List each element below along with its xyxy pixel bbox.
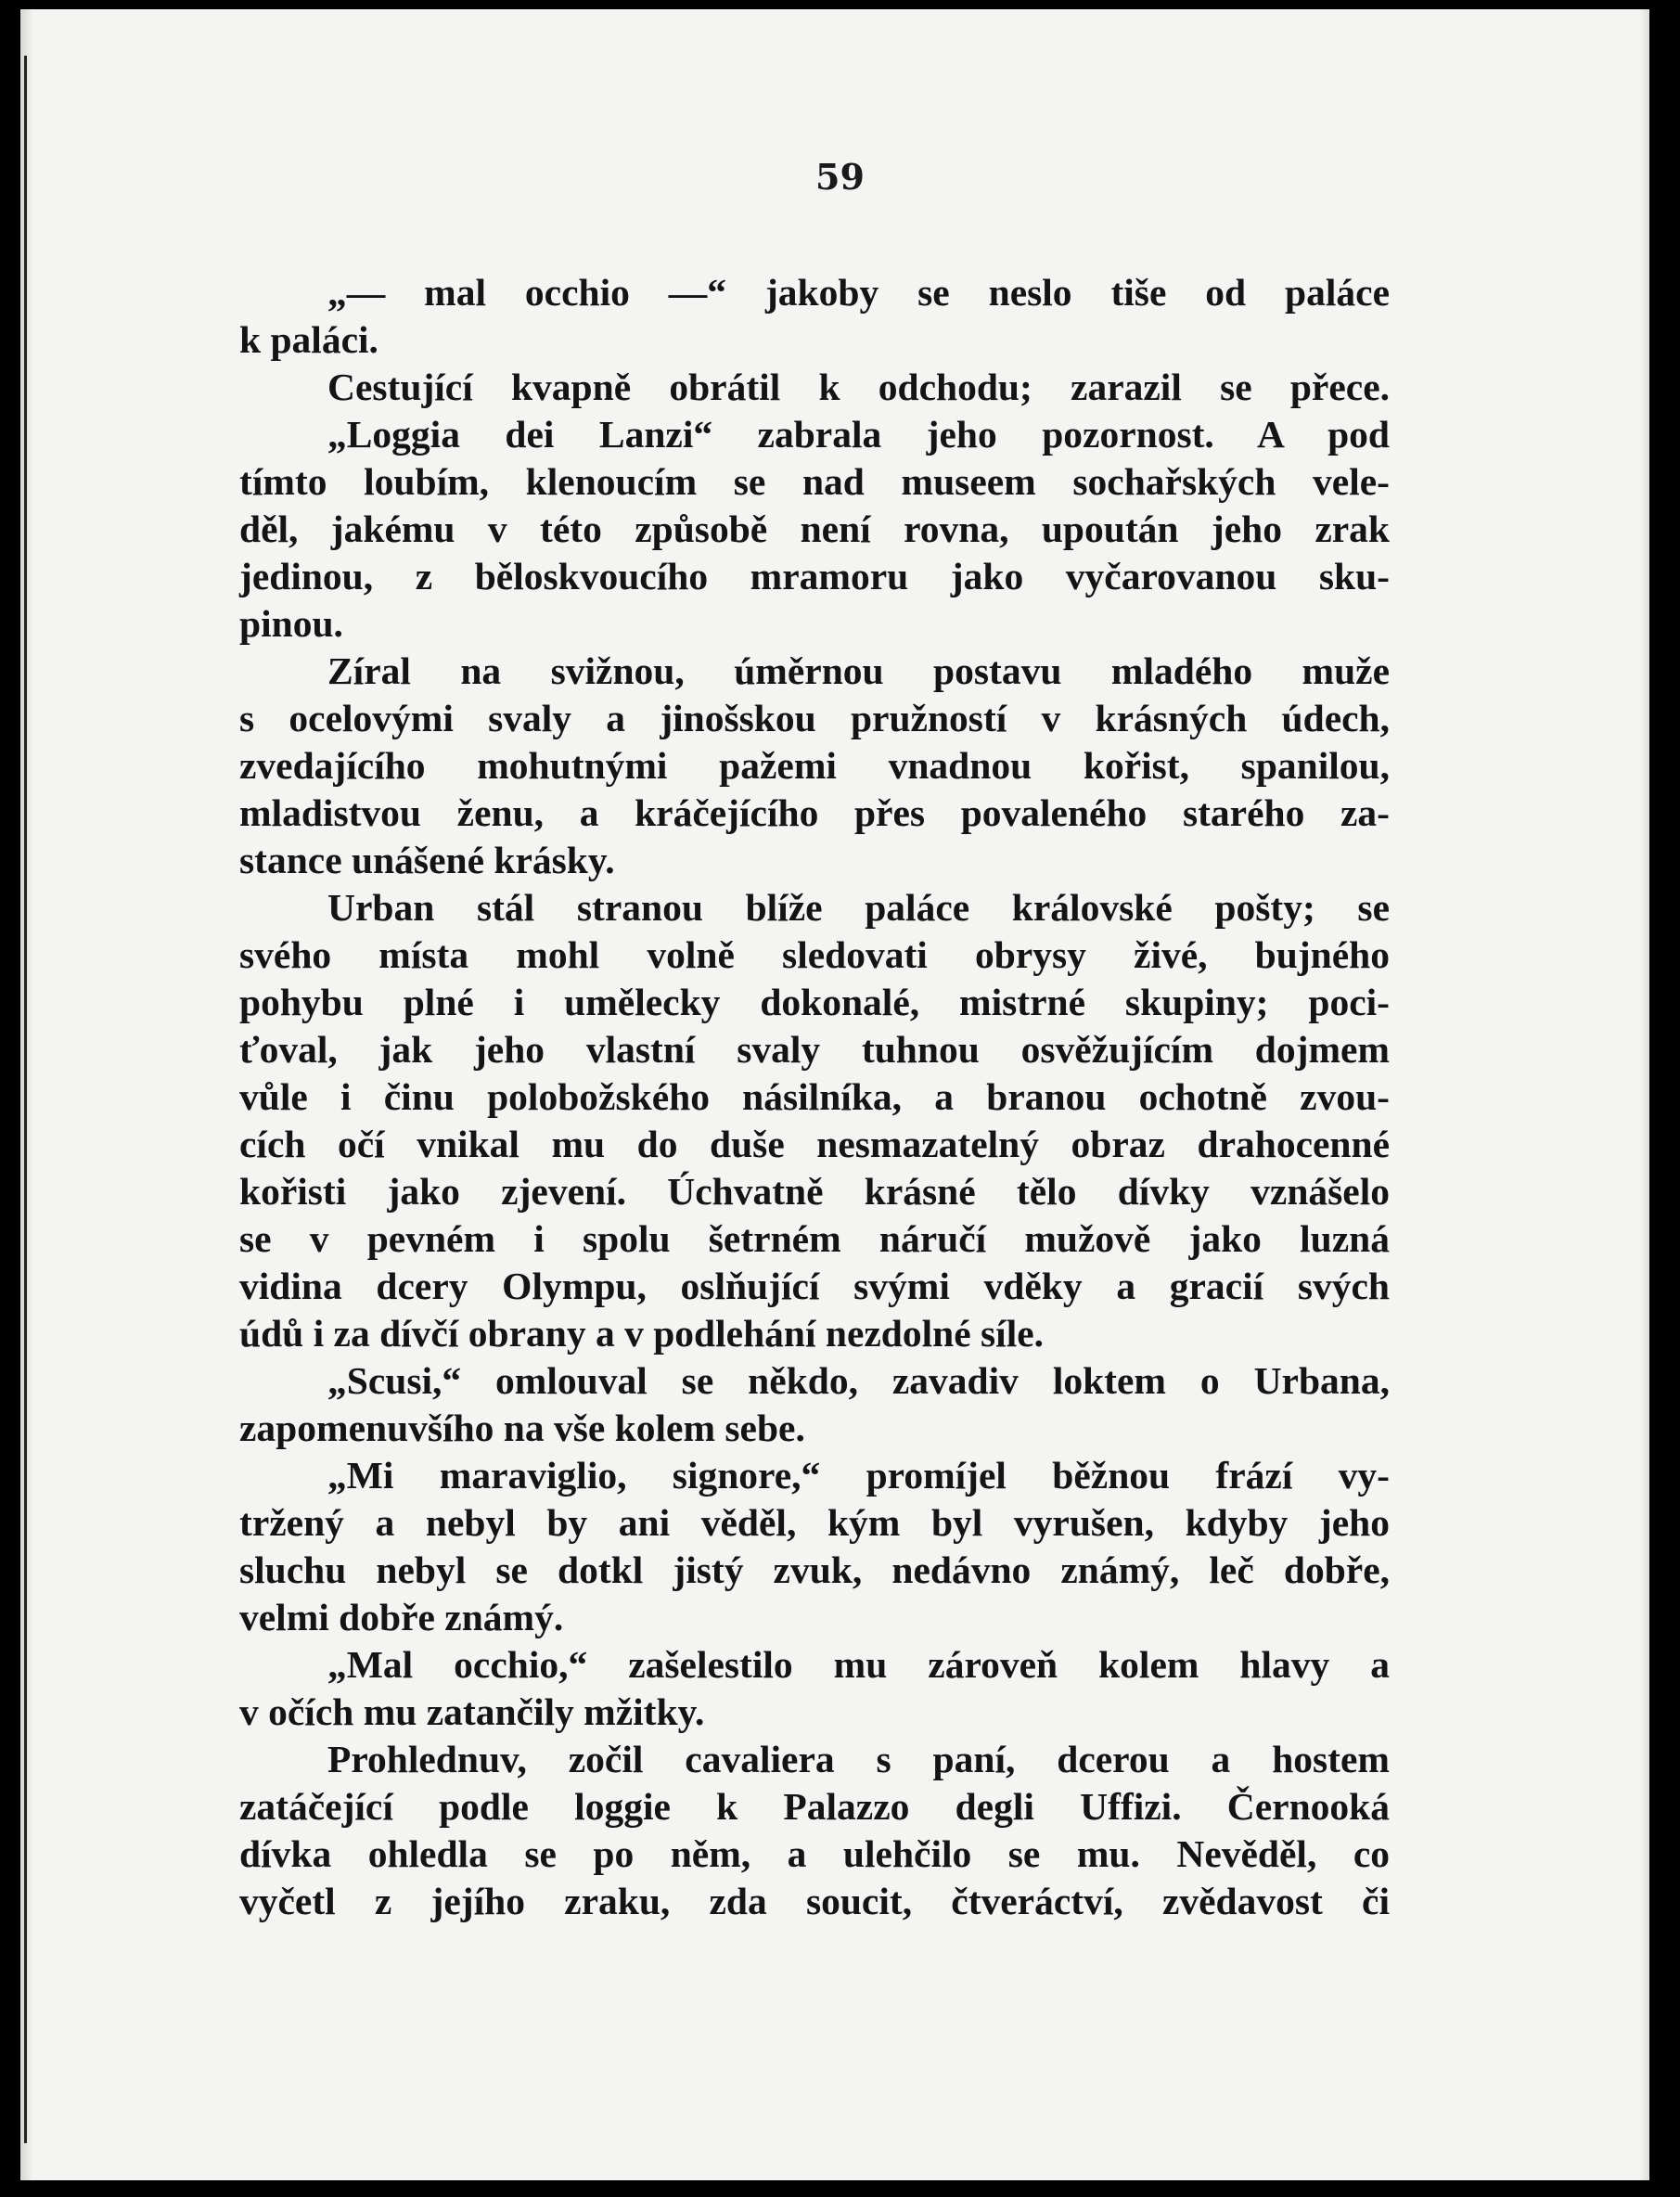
text-line: velmi dobře známý. [239, 1596, 564, 1638]
text-line: děl, jakému v této způsobě není rovna, upoután jeho zrak [239, 507, 1390, 550]
text-line: „Loggia dei Lanzi“ zabrala jeho pozornost. A pod [327, 413, 1390, 456]
text-line: zvedajícího mohutnými pažemi vnadnou kořist, spanilou, [239, 744, 1390, 787]
text-line: sluchu nebyl se dotkl jistý zvuk, nedávno známý, leč dobře, [239, 1548, 1390, 1591]
text-line: „Mal occhio,“ zašelestilo mu zároveň kolem hlavy a [327, 1643, 1390, 1686]
text-line: se v pevném i spolu šetrném náručí mužově jako luzná [239, 1217, 1390, 1260]
text-line: tímto loubím, klenoucím se nad museem sochařských vele- [239, 460, 1390, 503]
text-line: Zíral na svižnou, úměrnou postavu mladého muže [327, 649, 1390, 692]
text-line: cích očí vnikal mu do duše nesmazatelný obraz drahocenné [239, 1123, 1390, 1165]
text-line: zatáčející podle loggie k Palazzo degli Uffizi. Černooká [239, 1785, 1390, 1828]
text-line: Prohlednuv, zočil cavaliera s paní, dcerou a hostem [327, 1738, 1390, 1780]
text-line: údů i za dívčí obrany a v podlehání nezdolné síle. [239, 1312, 1045, 1355]
page-edge-shadow [1640, 9, 1649, 2180]
text-line: vůle i činu polobožského násilníka, a branou ochotně zvou- [239, 1075, 1390, 1118]
text-line: stance unášené krásky. [239, 839, 615, 881]
text-line: „— mal occhio —“ jakoby se neslo tiše od paláce [327, 271, 1390, 314]
text-line: Cestující kvapně obrátil k odchodu; zarazil se přece. [327, 366, 1390, 408]
text-line: „Mi maraviglio, signore,“ promíjel běžnou frází vy- [327, 1454, 1390, 1497]
text-line: dívka ohledla se po něm, a ulehčilo se mu. Nevěděl, co [239, 1832, 1390, 1875]
binding-gutter-shadow [20, 9, 33, 2180]
binding-edge-line [24, 56, 27, 2143]
text-line: ťoval, jak jeho vlastní svaly tuhnou osvěžujícím dojmem [239, 1028, 1390, 1071]
text-line: „Scusi,“ omlouval se někdo, zavadiv loktem o Urbana, [327, 1359, 1390, 1402]
text-line: zapomenuvšího na vše kolem sebe. [239, 1407, 805, 1449]
text-line: k paláci. [239, 318, 378, 361]
text-line: pinou. [239, 602, 343, 645]
text-line: pohybu plné i umělecky dokonalé, mistrné skupiny; poci- [239, 981, 1390, 1023]
text-line: kořisti jako zjevení. Úchvatně krásné tělo dívky vznášelo [239, 1170, 1390, 1213]
body-text [239, 269, 1390, 1925]
text-line: jedinou, z běloskvoucího mramoru jako vyčarovanou sku- [239, 555, 1390, 597]
page-number: 59 [815, 156, 865, 198]
text-line: vyčetl z jejího zraku, zda soucit, čtveráctví, zvědavost či [239, 1880, 1390, 1922]
text-line: tržený a nebyl by ani věděl, kým byl vyrušen, kdyby jeho [239, 1501, 1390, 1544]
text-line: s ocelovými svaly a jinošskou pružností v krásných údech, [239, 697, 1390, 739]
text-line: vidina dcery Olympu, oslňující svými vděky a gracií svých [239, 1265, 1390, 1307]
text-line: mladistvou ženu, a kráčejícího přes povaleného starého za- [239, 791, 1390, 834]
text-line: v očích mu zatančily mžitky. [239, 1690, 705, 1733]
text-line: svého místa mohl volně sledovati obrysy živé, bujného [239, 933, 1390, 976]
text-line: Urban stál stranou blíže paláce královské pošty; se [327, 886, 1390, 929]
